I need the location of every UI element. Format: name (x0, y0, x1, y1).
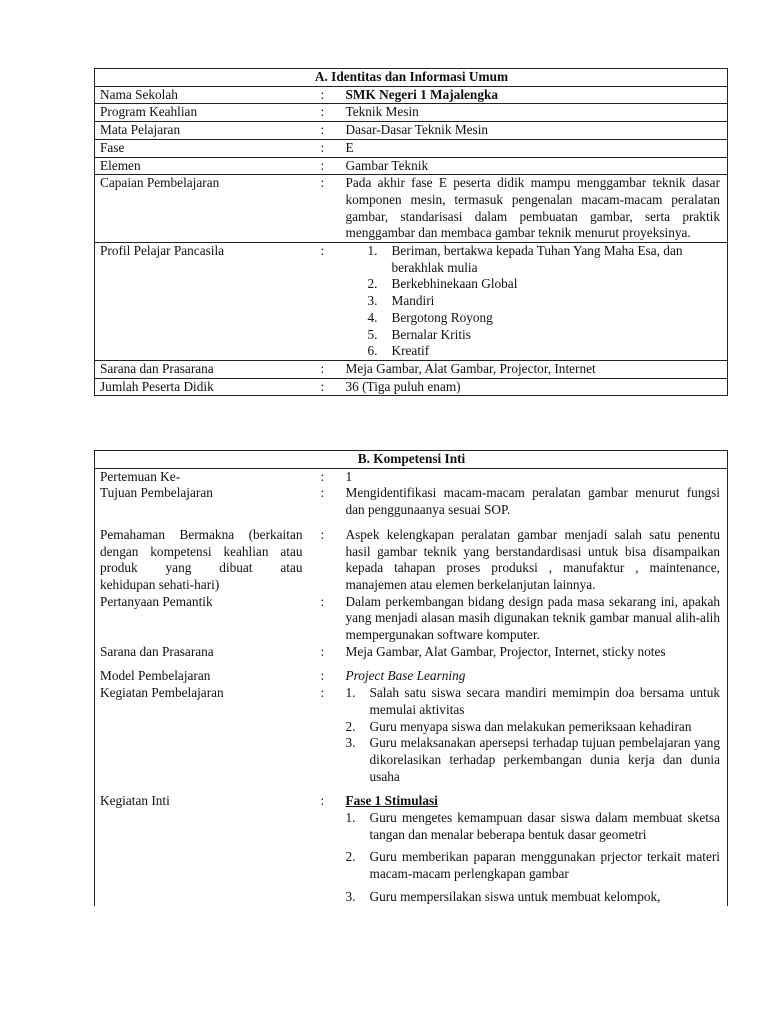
colon: : (307, 139, 341, 157)
colon: : (320, 793, 325, 809)
row-value: Dalam perkembangan bidang design pada masa sekarang ini, apakah yang menjadi alasan masih digunakan teknik gambar manual alih-alih mempergunakan software komputer. (345, 593, 720, 643)
row-value: E (341, 139, 728, 157)
table-row (95, 378, 728, 396)
colon: : (320, 526, 325, 542)
list-item: 4. Bergotong Royong (367, 309, 493, 325)
list-item: 6. Kreatif (367, 343, 430, 359)
row-value: Gambar Teknik (341, 157, 728, 175)
list-item: 5. Bernalar Kritis (367, 326, 471, 342)
row-label: Sarana dan Prasarana (100, 643, 214, 659)
list-item: 3. Guru melaksanakan apersepsi terhadap tujuan pembelajaran yang dikorelasikan terhadap perkembangan dunia kerja dan dunia usaha (345, 735, 720, 784)
list-item: 2. Berkebhinekaan Global (367, 276, 518, 292)
inti-list (346, 810, 721, 906)
table-row (95, 468, 728, 485)
table-row (95, 157, 728, 175)
row-value: Teknik Mesin (341, 104, 728, 122)
table-row (95, 122, 728, 140)
inti-list-cell (341, 785, 728, 905)
row-label: Pertemuan Ke- (100, 468, 181, 484)
list-item: 3. Guru mempersilakan siswa untuk membuat kelompok, (345, 888, 661, 904)
row-label: Model Pembelajaran (100, 668, 211, 684)
profil-list-cell (341, 243, 728, 361)
row-label: Sarana dan Prasarana (95, 360, 307, 378)
table-row (95, 485, 728, 518)
row-label: Profil Pelajar Pancasila (95, 243, 307, 361)
colon: : (320, 685, 325, 701)
section-b-title: B. Kompetensi Inti (95, 451, 728, 469)
list-item: 2. Guru menyapa siswa dan melakukan pemeriksaan kehadiran (345, 718, 692, 734)
kompetensi-table (94, 450, 728, 906)
row-label: Fase (95, 139, 307, 157)
table-row (95, 644, 728, 661)
row-value: 1 (345, 468, 353, 484)
colon: : (307, 175, 341, 243)
row-label: Elemen (95, 157, 307, 175)
colon: : (307, 157, 341, 175)
table-row (95, 139, 728, 157)
row-label: Capaian Pembelajaran (95, 175, 307, 243)
table-row (95, 660, 728, 685)
row-value: Dasar-Dasar Teknik Mesin (341, 122, 728, 140)
list-item: 1. Beriman, bertakwa kepada Tuhan Yang Maha Esa, dan berakhlak mulia (367, 243, 683, 275)
list-item: 1. Guru mengetes kemampuan dasar siswa dalam membuat sketsa tangan dan menalar beberapa bentuk dasar geometri (345, 810, 720, 842)
row-label: Kegiatan Pembelajaran (100, 685, 224, 701)
row-label: Mata Pelajaran (95, 122, 307, 140)
colon: : (307, 360, 341, 378)
section-a-title: A. Identitas dan Informasi Umum (95, 69, 728, 87)
row-value: Aspek kelengkapan peralatan gambar menjadi salah satu penentu hasil gambar teknik yang berstandardisasi untuk bisa disampaikan kepada tahapan proses produksi , manufaktur , maintenance, manajemen atau elemen berkelanjutan lainnya. (345, 526, 720, 592)
kegiatan-list-cell (341, 685, 728, 785)
row-label: Program Keahlian (95, 104, 307, 122)
table-row (95, 360, 728, 378)
list-item: 3. Mandiri (367, 293, 435, 309)
kegiatan-list (346, 685, 721, 785)
list-item: 1. Salah satu siswa secara mandiri memimpin doa bersama untuk memulai aktivitas (345, 685, 720, 717)
row-label: Nama Sekolah (95, 86, 307, 104)
kompetensi-table-header (95, 451, 728, 469)
table-row (95, 785, 728, 905)
table-row (95, 685, 728, 785)
colon: : (320, 485, 325, 501)
colon: : (320, 643, 325, 659)
school-name: SMK Negeri 1 Majalengka (341, 86, 728, 104)
row-label: Pertanyaan Pemantik (100, 593, 213, 609)
colon: : (320, 593, 325, 609)
identity-table-header (95, 69, 728, 87)
row-label: Pemahaman Bermakna (berkaitan dengan kompetensi keahlian atau produk yang dibuat atau kehidupan sehati-hari) (100, 526, 303, 592)
identity-table (94, 68, 728, 396)
table-row (95, 519, 728, 594)
list-item: 2. Guru memberikan paparan menggunakan prjector terkait materi macam-macam perlengkapan gambar (345, 849, 720, 882)
row-label: Kegiatan Inti (100, 793, 170, 809)
row-value: Meja Gambar, Alat Gambar, Projector, Internet (341, 360, 728, 378)
table-row (95, 594, 728, 644)
table-row (95, 243, 728, 361)
colon: : (320, 468, 325, 484)
capaian-text: Pada akhir fase E peserta didik mampu menggambar teknik dasar komponen mesin, termasuk pengenalan macam-macam peralatan gambar, standarisasi dalam pembuatan gambar, serta praktik menggambar dan membaca gambar teknik menurut proyeksinya. (341, 175, 728, 243)
table-row (95, 175, 728, 243)
row-value: Meja Gambar, Alat Gambar, Projector, Internet, sticky notes (345, 643, 666, 659)
row-label: Jumlah Peserta Didik (95, 378, 307, 396)
table-row (95, 86, 728, 104)
colon: : (307, 243, 341, 361)
colon: : (307, 86, 341, 104)
colon: : (307, 104, 341, 122)
colon: : (320, 668, 325, 684)
colon: : (307, 378, 341, 396)
row-label: Tujuan Pembelajaran (100, 485, 213, 501)
row-value: 36 (Tiga puluh enam) (341, 378, 728, 396)
colon: : (307, 122, 341, 140)
profil-list (346, 243, 721, 360)
phase-heading: Fase 1 Stimulasi (345, 793, 438, 809)
table-row (95, 104, 728, 122)
row-value: Mengidentifikasi macam-macam peralatan gambar menurut fungsi dan penggunaanya sesuai SOP. (345, 485, 720, 518)
row-value: Project Base Learning (345, 668, 466, 684)
